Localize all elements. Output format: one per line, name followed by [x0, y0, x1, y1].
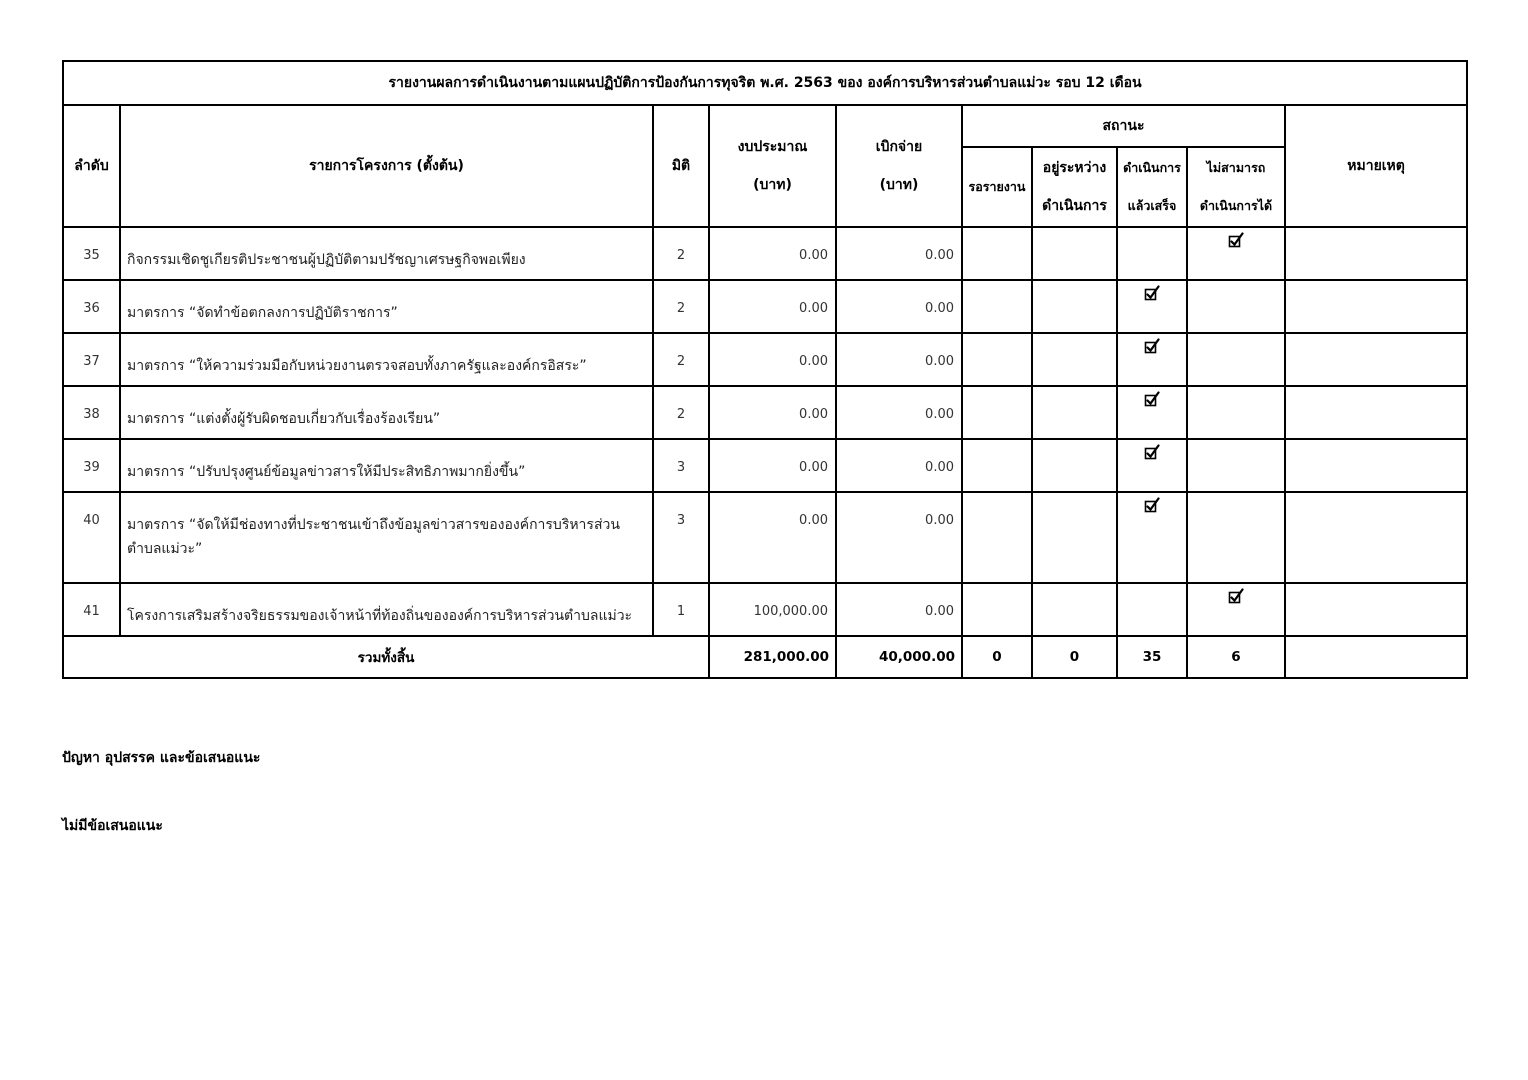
total-budget: 281,000.00: [709, 636, 836, 678]
row-status-unable: [1187, 280, 1285, 333]
header-status-unable: [1187, 147, 1285, 227]
row-status-unable: [1187, 386, 1285, 439]
row-status-waiting: [962, 227, 1032, 280]
row-number: 40: [63, 492, 120, 583]
row-spent: 0.00: [836, 280, 962, 333]
total-label: รวมทั้งสิ้น: [63, 636, 709, 678]
header-remarks: หมายเหตุ: [1285, 105, 1467, 227]
row-status-inprogress: [1032, 492, 1117, 583]
row-project-name: โครงการเสริมสร้างจริยธรรมของเจ้าหน้าที่ท้องถิ่นขององค์การบริหารส่วนตำบลแม่วะ: [120, 583, 653, 636]
table-row: [63, 280, 1467, 333]
total-done: 35: [1117, 636, 1187, 678]
row-status-done: [1117, 280, 1187, 333]
row-number: 36: [63, 280, 120, 333]
row-project-name: มาตรการ “จัดให้มีช่องทางที่ประชาชนเข้าถึงข้อมูลข่าวสารขององค์การบริหารส่วนตำบลแม่วะ”: [120, 492, 653, 583]
header-status-done: [1117, 147, 1187, 227]
report-rows: [63, 227, 1467, 636]
row-status-done: [1117, 333, 1187, 386]
row-remarks: [1285, 492, 1467, 583]
header-seq: ลำดับ: [63, 105, 120, 227]
checked-box-icon: [1144, 497, 1160, 513]
row-status-inprogress: [1032, 386, 1117, 439]
row-spent: 0.00: [836, 227, 962, 280]
total-unable: 6: [1187, 636, 1285, 678]
row-status-unable: [1187, 333, 1285, 386]
row-status-waiting: [962, 280, 1032, 333]
header-status: สถานะ: [962, 105, 1285, 147]
checked-box-icon: [1144, 338, 1160, 354]
header-budget-line1: งบประมาณ: [737, 139, 808, 155]
table-row: [63, 386, 1467, 439]
header-unable-line2: ดำเนินการได้: [1199, 198, 1273, 213]
header-inprogress-line2: ดำเนินการ: [1042, 198, 1107, 214]
total-remarks: [1285, 636, 1467, 678]
row-remarks: [1285, 333, 1467, 386]
row-status-done: [1117, 439, 1187, 492]
row-budget: 100,000.00: [709, 583, 836, 636]
row-dimension: 2: [653, 227, 709, 280]
row-spent: 0.00: [836, 439, 962, 492]
table-row: [63, 227, 1467, 280]
header-unable-line1: ไม่สามารถ: [1206, 160, 1266, 175]
row-project-name: กิจกรรมเชิดชูเกียรติประชาชนผู้ปฏิบัติตามปรัชญาเศรษฐกิจพอเพียง: [120, 227, 653, 280]
total-waiting: 0: [962, 636, 1032, 678]
checked-box-icon: [1144, 391, 1160, 407]
row-number: 35: [63, 227, 120, 280]
row-dimension: 1: [653, 583, 709, 636]
row-status-unable: [1187, 583, 1285, 636]
notes-heading: ปัญหา อุปสรรค และข้อเสนอแนะ: [62, 750, 261, 766]
checked-box-icon: [1228, 588, 1244, 604]
header-dimension: มิติ: [653, 105, 709, 227]
row-number: 39: [63, 439, 120, 492]
row-status-inprogress: [1032, 227, 1117, 280]
row-dimension: 3: [653, 439, 709, 492]
total-inprogress: 0: [1032, 636, 1117, 678]
row-budget: 0.00: [709, 333, 836, 386]
row-status-done: [1117, 583, 1187, 636]
row-budget: 0.00: [709, 386, 836, 439]
total-spent: 40,000.00: [836, 636, 962, 678]
row-spent: 0.00: [836, 583, 962, 636]
header-done-line2: แล้วเสร็จ: [1127, 198, 1177, 213]
row-project-name: มาตรการ “แต่งตั้งผู้รับผิดชอบเกี่ยวกับเรื่องร้องเรียน”: [120, 386, 653, 439]
notes-body: ไม่มีข้อเสนอแนะ: [62, 818, 163, 834]
row-status-waiting: [962, 439, 1032, 492]
row-dimension: 2: [653, 280, 709, 333]
table-row: [63, 583, 1467, 636]
row-remarks: [1285, 386, 1467, 439]
row-dimension: 2: [653, 333, 709, 386]
row-dimension: 2: [653, 386, 709, 439]
row-budget: 0.00: [709, 492, 836, 583]
header-inprogress-line1: อยู่ระหว่าง: [1042, 160, 1107, 176]
row-spent: 0.00: [836, 333, 962, 386]
header-project: รายการโครงการ (ตั้งต้น): [120, 105, 653, 227]
row-project-name: มาตรการ “ปรับปรุงศูนย์ข้อมูลข่าวสารให้มีประสิทธิภาพมากยิ่งขึ้น”: [120, 439, 653, 492]
row-remarks: [1285, 439, 1467, 492]
row-remarks: [1285, 280, 1467, 333]
row-budget: 0.00: [709, 280, 836, 333]
row-status-inprogress: [1032, 280, 1117, 333]
row-project-name: มาตรการ “จัดทำข้อตกลงการปฏิบัติราชการ”: [120, 280, 653, 333]
row-remarks: [1285, 583, 1467, 636]
header-spent-line2: (บาท): [879, 177, 919, 193]
table-row: [63, 492, 1467, 583]
row-status-done: [1117, 227, 1187, 280]
row-spent: 0.00: [836, 492, 962, 583]
row-status-waiting: [962, 583, 1032, 636]
table-row: [63, 333, 1467, 386]
row-status-unable: [1187, 439, 1285, 492]
checked-box-icon: [1144, 444, 1160, 460]
header-status-inprogress: [1032, 147, 1117, 227]
report-table: [62, 60, 1468, 679]
row-status-inprogress: [1032, 333, 1117, 386]
row-number: 41: [63, 583, 120, 636]
row-status-inprogress: [1032, 583, 1117, 636]
row-status-waiting: [962, 492, 1032, 583]
row-number: 37: [63, 333, 120, 386]
row-spent: 0.00: [836, 386, 962, 439]
header-status-waiting: รอรายงาน: [962, 147, 1032, 227]
checked-box-icon: [1228, 232, 1244, 248]
row-dimension: 3: [653, 492, 709, 583]
row-budget: 0.00: [709, 227, 836, 280]
row-status-inprogress: [1032, 439, 1117, 492]
header-done-line1: ดำเนินการ: [1123, 160, 1181, 175]
checked-box-icon: [1144, 285, 1160, 301]
header-budget: [709, 105, 836, 227]
row-status-done: [1117, 492, 1187, 583]
total-row: [63, 636, 1467, 678]
row-project-name: มาตรการ “ให้ความร่วมมือกับหน่วยงานตรวจสอบทั้งภาครัฐและองค์กรอิสระ”: [120, 333, 653, 386]
row-number: 38: [63, 386, 120, 439]
row-status-waiting: [962, 333, 1032, 386]
table-row: [63, 439, 1467, 492]
row-status-unable: [1187, 492, 1285, 583]
header-spent-line1: เบิกจ่าย: [875, 139, 923, 155]
header-budget-line2: (บาท): [753, 177, 792, 193]
report-title: รายงานผลการดำเนินงานตามแผนปฏิบัติการป้องกันการทุจริต พ.ศ. 2563 ของ องค์การบริหารส่วนตำบลแม่วะ รอบ 12 เดือน: [63, 61, 1467, 105]
row-status-waiting: [962, 386, 1032, 439]
row-status-unable: [1187, 227, 1285, 280]
row-budget: 0.00: [709, 439, 836, 492]
row-status-done: [1117, 386, 1187, 439]
header-spent: [836, 105, 962, 227]
row-remarks: [1285, 227, 1467, 280]
